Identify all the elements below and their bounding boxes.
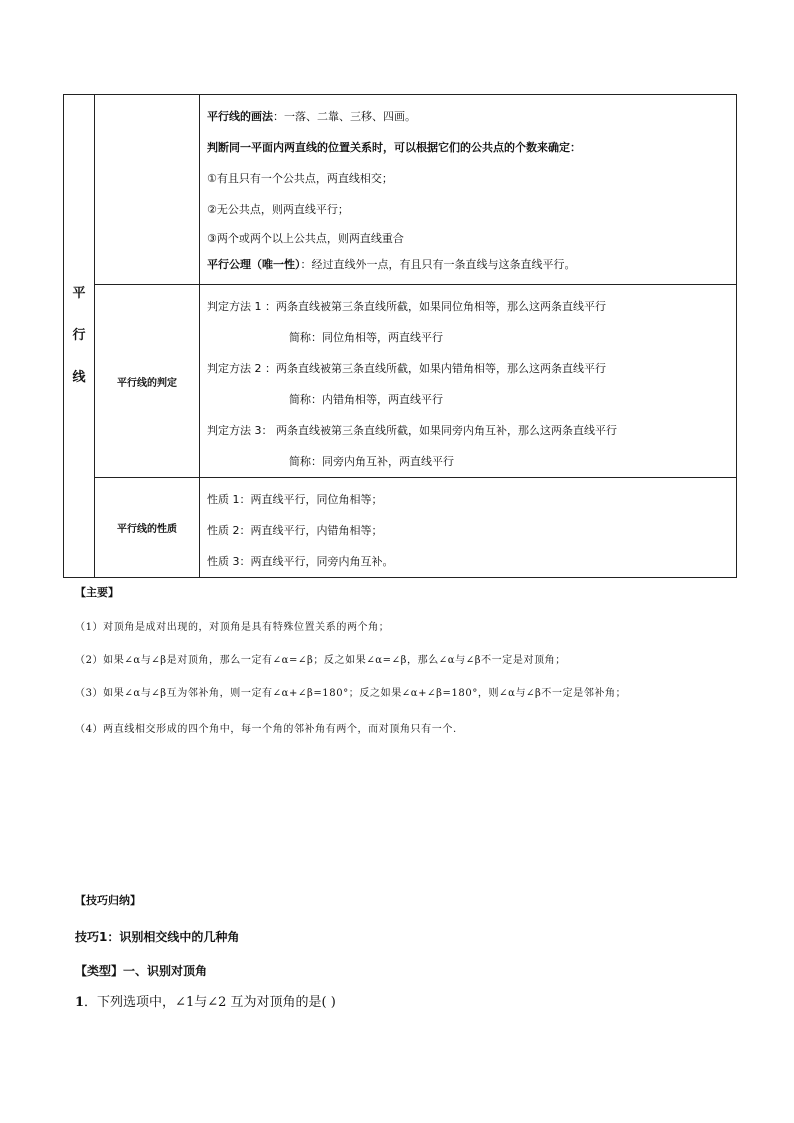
table-line: 简称：同旁内角互补，两直线平行 xyxy=(289,455,454,468)
notes-heading: 【主要】 xyxy=(75,586,119,599)
section-title-criteria: 平行线的判定 xyxy=(95,285,200,478)
question-1 xyxy=(75,993,735,1013)
question-text: ．下列选项中，∠1与∠2 互为对顶角的是( ) xyxy=(84,995,336,1010)
section-criteria-content xyxy=(200,285,737,478)
table-line: 平行线的画法：一落、二靠、三移、四画。 xyxy=(207,110,416,123)
row-label-parallel-lines: 平 行 线 xyxy=(64,95,95,578)
table-line: 判定方法 2 ：两条直线被第三条直线所截，如果内错角相等，那么这两条直线平行 xyxy=(207,362,606,375)
table-row xyxy=(64,478,737,578)
section-properties-content xyxy=(200,478,737,578)
note-item: （3）如果∠α与∠β互为邻补角，则一定有∠α+∠β=180°；反之如果∠α+∠β=180°，则∠α与∠β不一定是邻补角； xyxy=(75,688,627,699)
notes-section xyxy=(75,583,735,746)
section-title-properties: 平行线的性质 xyxy=(95,478,200,578)
table-line: 简称：内错角相等，两直线平行 xyxy=(289,393,443,406)
note-item: （2）如果∠α与∠β是对顶角，那么一定有∠α=∠β；反之如果∠α=∠β，那么∠α与∠β不一定是对顶角； xyxy=(75,655,566,666)
section-title-empty xyxy=(95,95,200,285)
table-line: 性质 2：两直线平行，内错角相等； xyxy=(207,524,383,537)
table-line: ②无公共点，则两直线平行； xyxy=(207,203,349,216)
table-row xyxy=(64,95,737,285)
skill-title: 技巧1：识别相交线中的几种角 xyxy=(75,930,240,944)
note-item: （4）两直线相交形成的四个角中，每一个角的邻补角有两个，而对顶角只有一个. xyxy=(75,724,457,735)
note-item: （1）对顶角是成对出现的，对顶角是具有特殊位置关系的两个角； xyxy=(75,622,390,633)
table-line: ①有且只有一个公共点，两直线相交； xyxy=(207,172,393,185)
section-basics-content xyxy=(200,95,737,285)
table-line: 判定方法 1 ：两条直线被第三条直线所截，如果同位角相等，那么这两条直线平行 xyxy=(207,300,606,313)
table-line: 性质 1：两直线平行，同位角相等； xyxy=(207,493,383,506)
knowledge-table xyxy=(63,94,737,578)
tips-section xyxy=(75,891,735,1013)
table-line: 简称：同位角相等，两直线平行 xyxy=(289,331,443,344)
table-line: 性质 3：两直线平行，同旁内角互补。 xyxy=(207,555,394,568)
table-line: ③两个或两个以上公共点，则两直线重合 xyxy=(207,232,404,245)
table-line: 平行公理（唯一性）：经过直线外一点，有且只有一条直线与这条直线平行。 xyxy=(207,258,576,271)
tips-heading: 【技巧归纳】 xyxy=(75,894,141,907)
table-line: 判定方法 3： 两条直线被第三条直线所截，如果同旁内角互补，那么这两条直线平行 xyxy=(207,424,617,437)
table-row xyxy=(64,285,737,478)
question-number: 1 xyxy=(75,995,85,1010)
type-title: 【类型】一、识别对顶角 xyxy=(75,964,208,978)
table-line: 判断同一平面内两直线的位置关系时，可以根据它们的公共点的个数来确定： xyxy=(207,141,581,154)
